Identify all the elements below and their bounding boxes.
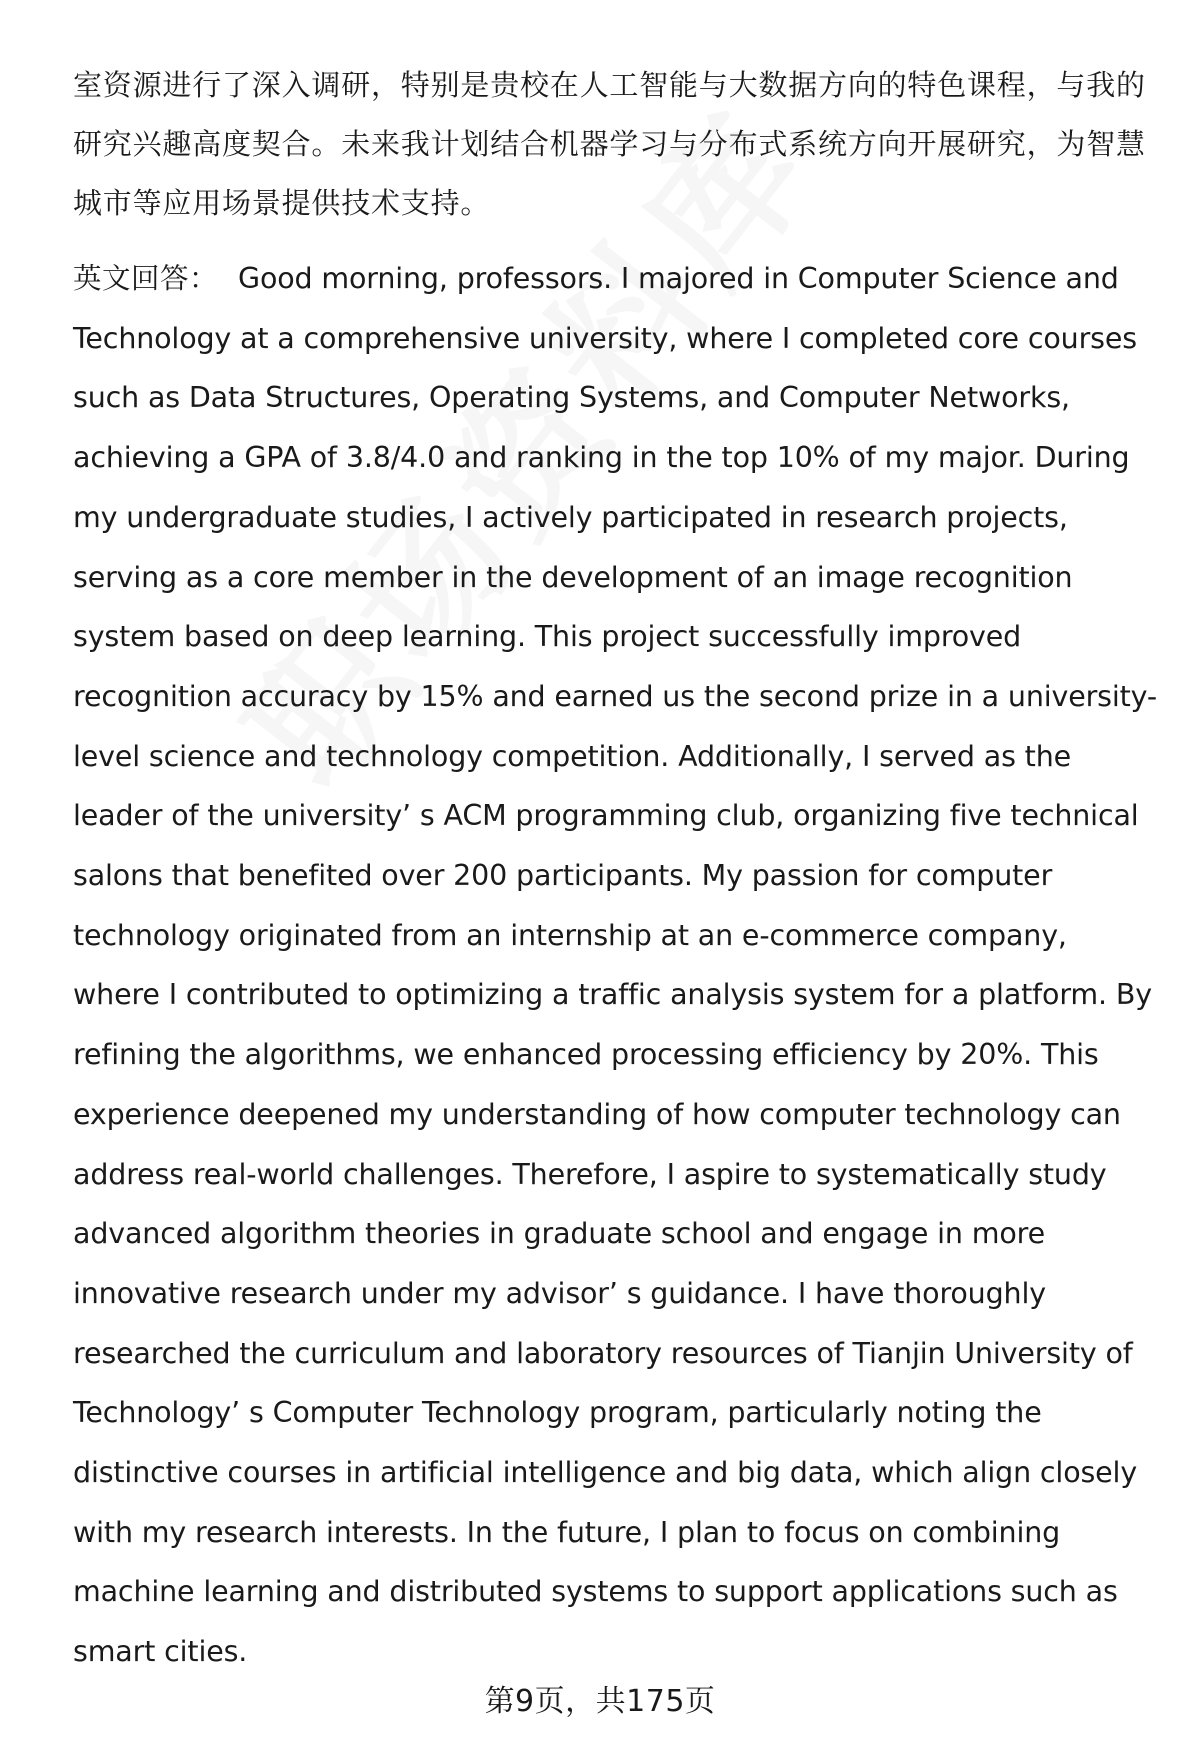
english-answer-text: Good morning, professors. I majored in Computer Science and Technology at a comprehensive university, where I completed core courses such as Data Structures, Operating Systems, and Computer Networks, achieving a GPA of 3.8/4.0 and ranking in the top 10% of my major. During my undergraduate studies, I actively participated in research projects, serving as a core member in the development of an image recognition system based on deep learning. This project successfully improved recognition accuracy by 15% and earned us the second prize in a university-level science and technology competition. Additionally, I served as the leader of the university’ s ACM programming club, organizing five technical salons that benefited over 200 participants. My passion for computer technology originated from an internship at an e-commerce company, where I contributed to optimizing a traffic analysis system for a platform. By refining the algorithms, we enhanced processing efficiency by 20%. This experience deepened my understanding of how computer technology can address real-world challenges. Therefore, I aspire to systematically study advanced algorithm theories in graduate school and engage in more innovative research under my advisor’ s guidance. I have thoroughly researched the curriculum and laboratory resources of Tianjin University of Technology’ s Computer Technology program, particularly noting the distinctive courses in artificial intelligence and big data, which align closely with my research interests. In the future, I plan to focus on combining machine learning and distributed systems to support applications such as smart cities. bbox=[73, 262, 1158, 1669]
document-body bbox=[73, 56, 1158, 1682]
chinese-paragraph: 室资源进行了深入调研，特别是贵校在人工智能与大数据方向的特色课程，与我的研究兴趣高度契合。未来我计划结合机器学习与分布式系统方向开展研究，为智慧城市等应用场景提供技术支持。 bbox=[73, 68, 1146, 220]
english-answer-label: 英文回答： bbox=[73, 262, 219, 295]
english-answer-paragraph bbox=[73, 249, 1158, 1682]
page-number: 第9页，共175页 bbox=[484, 1684, 716, 1719]
